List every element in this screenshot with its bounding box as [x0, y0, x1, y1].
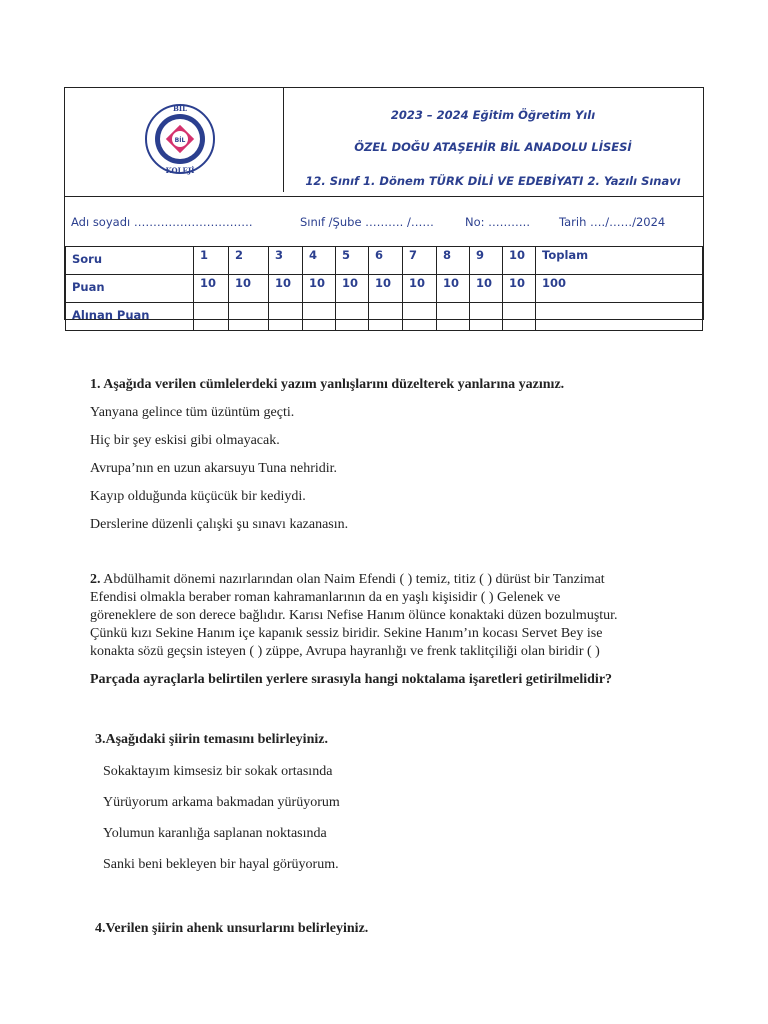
q2-paragraph-line: Efendisi olmakla beraber roman kahramanlarının da en yaşlı kişisidir ( ) Gelenek ve	[90, 590, 561, 605]
total-points: 100	[536, 275, 703, 303]
poem-line: Yürüyorum arkama bakmadan yürüyorum	[103, 795, 340, 810]
points-cell: 10	[336, 275, 369, 303]
points-cell: 10	[303, 275, 336, 303]
points-cell: 10	[194, 275, 229, 303]
logo-cell	[65, 88, 284, 192]
earned-total-cell[interactable]	[536, 303, 703, 331]
earned-cell[interactable]	[470, 303, 503, 331]
academic-year: 2023 – 2024 Eğitim Öğretim Yılı	[390, 108, 596, 122]
question-row	[66, 247, 703, 275]
earned-cell[interactable]	[229, 303, 269, 331]
earned-cell[interactable]	[403, 303, 437, 331]
q1-line: Kayıp olduğunda küçücük bir kediydi.	[90, 489, 306, 504]
question-number: 7	[403, 247, 437, 275]
row-label: Alınan Puan	[66, 303, 194, 331]
logo-text-bottom: KOLEJİ	[165, 166, 195, 175]
name-field[interactable]: Adı soyadı ………………………….	[71, 215, 253, 229]
points-cell: 10	[269, 275, 303, 303]
points-cell: 10	[369, 275, 403, 303]
q4-title: 4.Verilen şiirin ahenk unsurlarını belirleyiniz.	[95, 921, 369, 936]
poem-line: Sokaktayım kimsesiz bir sokak ortasında	[103, 764, 333, 779]
exam-title: 12. Sınıf 1. Dönem TÜRK DİLİ VE EDEBİYATI 2. Yazılı Sınavı	[305, 174, 681, 188]
points-cell: 10	[470, 275, 503, 303]
question-number: 2	[229, 247, 269, 275]
school-logo-icon	[143, 102, 217, 176]
number-field[interactable]: No: ………..	[465, 215, 530, 229]
points-cell: 10	[403, 275, 437, 303]
q2-question: Parçada ayraçlarla belirtilen yerlere sırasıyla hangi noktalama işaretleri getirilmelidir?	[90, 672, 613, 687]
poem-line: Sanki beni bekleyen bir hayal görüyorum.	[103, 857, 339, 872]
logo-text-top: BİL	[172, 104, 188, 113]
earned-cell[interactable]	[437, 303, 470, 331]
question-number: 3	[269, 247, 303, 275]
question-number: 6	[369, 247, 403, 275]
row-label: Puan	[66, 275, 194, 303]
q1-title: 1. Aşağıda verilen cümlelerdeki yazım yanlışlarını düzelterek yanlarına yazınız.	[90, 377, 565, 392]
date-field[interactable]: Tarih …./……/2024	[559, 215, 666, 229]
earned-cell[interactable]	[269, 303, 303, 331]
poem-line: Yolumun karanlığa saplanan noktasında	[103, 826, 327, 841]
q1-line: Avrupa’nın en uzun akarsuyu Tuna nehridir.	[90, 461, 338, 476]
question-number: 4	[303, 247, 336, 275]
q2-paragraph-line: Çünkü kızı Sekine Hanım içe kapanık sessiz biridir. Sekine Hanım’ın kocası Servet Bey ise	[90, 626, 603, 641]
q2-paragraph-line: göreneklere de son derece bağlıdır. Karısı Nefise Hanım ölünce konaktaki düzen bozulmuştur.	[90, 608, 618, 623]
question-number: 10	[503, 247, 536, 275]
score-table	[65, 246, 703, 331]
class-field[interactable]: Sınıf /Şube ………. /……	[300, 215, 434, 229]
question-number: 5	[336, 247, 369, 275]
earned-cell[interactable]	[303, 303, 336, 331]
exam-header-table	[64, 87, 704, 320]
row-label: Soru	[66, 247, 194, 275]
q1-line: Hiç bir şey eskisi gibi olmayacak.	[90, 433, 280, 448]
earned-cell[interactable]	[194, 303, 229, 331]
q2-paragraph-line: 2. Abdülhamit dönemi nazırlarından olan Naim Efendi ( ) temiz, titiz ( ) dürüst bir Tanzimat	[90, 572, 605, 587]
points-cell: 10	[229, 275, 269, 303]
q1-line: Derslerine düzenli çalışki şu sınavı kazanasın.	[90, 517, 349, 532]
earned-row	[66, 303, 703, 331]
q2-paragraph-line: konakta sözü geçsin isteyen ( ) züppe, Avrupa hayranlığı ve frenk taklitçiliği olan biridir ( )	[90, 644, 600, 659]
question-number: 1	[194, 247, 229, 275]
q3-title: 3.Aşağıdaki şiirin temasını belirleyiniz.	[95, 732, 328, 747]
points-cell: 10	[437, 275, 470, 303]
student-info-row	[65, 196, 703, 247]
earned-cell[interactable]	[369, 303, 403, 331]
header-top	[65, 88, 703, 196]
svg-text:BİL: BİL	[174, 137, 186, 144]
earned-cell[interactable]	[503, 303, 536, 331]
school-name: ÖZEL DOĞU ATAŞEHİR BİL ANADOLU LİSESİ	[354, 140, 632, 154]
points-row	[66, 275, 703, 303]
question-number: 9	[470, 247, 503, 275]
question-number: 8	[437, 247, 470, 275]
q1-line: Yanyana gelince tüm üzüntüm geçti.	[90, 405, 295, 420]
total-header: Toplam	[536, 247, 703, 275]
earned-cell[interactable]	[336, 303, 369, 331]
school-info	[283, 88, 703, 196]
points-cell: 10	[503, 275, 536, 303]
